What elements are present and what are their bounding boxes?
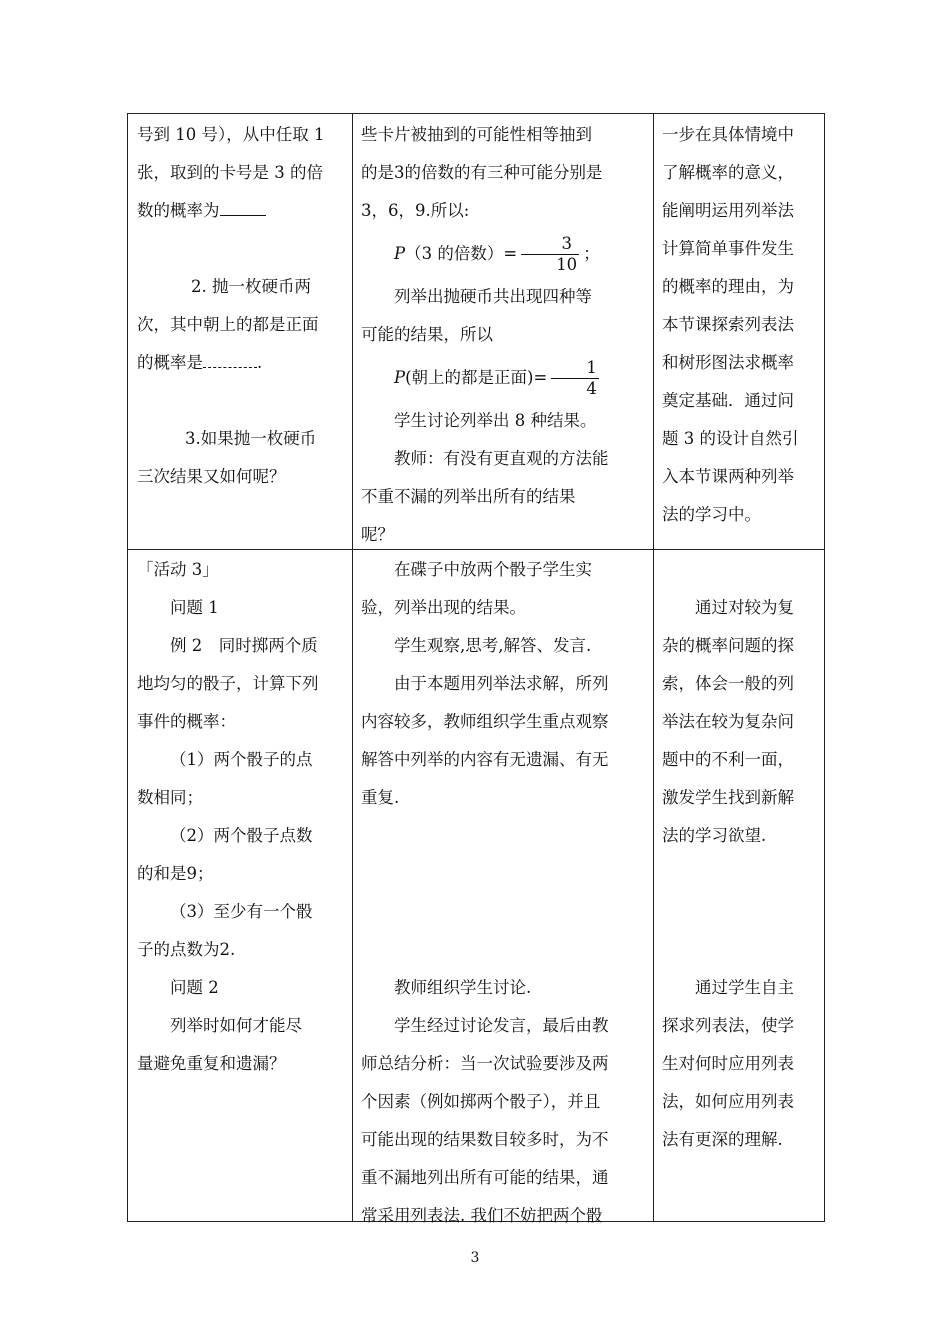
text-line: 法的学习中。 xyxy=(662,505,761,524)
text-line: 3，6，9.所以: xyxy=(361,201,470,220)
fraction-numerator: 3 xyxy=(561,234,572,253)
text-line: 的是3的倍数的有三种可能分别是 xyxy=(361,163,603,182)
text-line: 题 3 的设计自然引 xyxy=(662,429,799,448)
text-line: 举法在较为复杂问 xyxy=(662,712,794,731)
text-line: 次，其中朝上的都是正面 xyxy=(137,315,319,334)
text-line: 常采用列表法. 我们不妨把两个骰 xyxy=(361,1206,603,1225)
text-line: 法的学习欲望. xyxy=(662,826,767,845)
text-line: 可能的结果，所以 xyxy=(361,325,493,344)
formula-line xyxy=(361,230,651,278)
text-line: 通过对较为复 xyxy=(695,598,794,617)
fraction-numerator: 1 xyxy=(586,358,597,377)
text-line: 题中的不利一面， xyxy=(662,750,794,769)
text-line: 索，体会一般的列 xyxy=(662,674,794,693)
text-line: 列举时如何才能尽 xyxy=(170,1016,302,1035)
text-line: 事件的概率： xyxy=(137,712,236,731)
text-span: . xyxy=(257,353,263,372)
text-line: 和树形图法求概率 xyxy=(662,353,794,372)
text-span: （3 的倍数）= xyxy=(405,244,518,263)
text-line: 学生讨论列举出 8 种结果。 xyxy=(394,411,597,430)
row1-col1-cell xyxy=(137,116,347,496)
text-line: 不重不漏的列举出所有的结果 xyxy=(361,487,576,506)
text-line: 师总结分析：当一次试验要涉及两 xyxy=(361,1054,609,1073)
text-line: 入本节课两种列举 xyxy=(662,467,794,486)
text-line: 量避免重复和遗漏？ xyxy=(137,1054,286,1073)
text-line: 的和是9； xyxy=(137,864,214,883)
text-line: 重复. xyxy=(361,788,400,807)
fraction-denominator: 4 xyxy=(551,378,599,399)
text-line: 教师组织学生讨论. xyxy=(394,978,532,997)
text-line: 子的点数为2. xyxy=(137,940,236,959)
row1-col3-cell xyxy=(662,116,822,534)
text-span: P xyxy=(394,368,406,387)
text-line: 学生经过讨论发言，最后由教 xyxy=(394,1016,609,1035)
text-line: 教师：有没有更直观的方法能 xyxy=(394,449,609,468)
fraction xyxy=(521,234,579,275)
answer-blank xyxy=(220,199,266,216)
text-line: 奠定基础．通过问 xyxy=(662,391,794,410)
text-line xyxy=(137,344,347,382)
text-line: 杂的概率问题的探 xyxy=(662,636,794,655)
text-line: 激发学生找到新解 xyxy=(662,788,794,807)
text-line: 例 2 同时掷两个质 xyxy=(170,636,318,655)
text-line: 能阐明运用列举法 xyxy=(662,201,794,220)
text-span: (朝上的都是正面)= xyxy=(405,368,548,387)
text-line: （3）至少有一个骰 xyxy=(170,902,313,921)
text-line: 的概率的理由，为 xyxy=(662,277,794,296)
text-line: 法，如何应用列表 xyxy=(662,1092,794,1111)
text-line: 问题 1 xyxy=(170,598,219,617)
text-line: 3.如果抛一枚硬币 xyxy=(185,429,317,448)
text-line: 验，列举出现的结果。 xyxy=(361,598,526,617)
column-divider xyxy=(653,114,654,1221)
text-line: 了解概率的意义， xyxy=(662,163,794,182)
text-span: 的概率是 xyxy=(137,353,203,372)
text-span: P xyxy=(394,244,406,263)
row2-col1-cell xyxy=(137,551,347,1083)
fraction-denominator: 10 xyxy=(521,254,579,275)
text-line: 三次结果又如何呢？ xyxy=(137,467,286,486)
text-line: （2）两个骰子点数 xyxy=(170,826,313,845)
page-number: 3 xyxy=(470,1250,480,1266)
answer-blank xyxy=(203,351,257,368)
text-line: 在碟子中放两个骰子学生实 xyxy=(394,560,592,579)
text-line: 探求列表法，使学 xyxy=(662,1016,794,1035)
text-line: 地均匀的骰子，计算下列 xyxy=(137,674,319,693)
row1-col2-cell xyxy=(361,116,651,554)
text-line: （1）两个骰子的点 xyxy=(170,750,313,769)
text-line: 由于本题用列举法求解，所列 xyxy=(394,674,609,693)
row2-col2-cell xyxy=(361,551,651,1235)
text-line: 一步在具体情境中 xyxy=(662,125,794,144)
fraction xyxy=(551,358,599,399)
formula-line xyxy=(361,354,651,402)
row2-col3-cell xyxy=(662,551,822,1159)
text-line: 列举出抛硬币共出现四种等 xyxy=(394,287,592,306)
text-line: 号到 10 号），从中任取 1 xyxy=(137,125,325,144)
text-span: 数的概率为 xyxy=(137,201,220,220)
text-line: 些卡片被抽到的可能性相等抽到 xyxy=(361,125,592,144)
lesson-table xyxy=(127,113,825,1225)
text-line: 解答中列举的内容有无遗漏、有无 xyxy=(361,750,609,769)
text-line: 2. 抛一枚硬币两 xyxy=(191,277,311,296)
text-line: 通过学生自主 xyxy=(695,978,794,997)
text-line: 生对何时应用列表 xyxy=(662,1054,794,1073)
text-line xyxy=(137,192,347,230)
text-line: 数相同； xyxy=(137,788,203,807)
text-line: 重不漏地列出所有可能的结果，通 xyxy=(361,1168,609,1187)
text-line: 法有更深的理解. xyxy=(662,1130,783,1149)
text-line: 学生观察,思考,解答、发言. xyxy=(394,636,592,655)
text-line: 呢？ xyxy=(361,525,394,544)
text-line: 本节课探索列表法 xyxy=(662,315,794,334)
column-divider xyxy=(352,114,353,1221)
text-line: 内容较多，教师组织学生重点观察 xyxy=(361,712,609,731)
text-line: 问题 2 xyxy=(170,978,219,997)
text-line: 计算简单事件发生 xyxy=(662,239,794,258)
text-line: 张，取到的卡号是 3 的倍 xyxy=(137,163,323,182)
text-line: 可能出现的结果数目较多时，为不 xyxy=(361,1130,609,1149)
text-line: 个因素（例如掷两个骰子），并且 xyxy=(361,1092,601,1111)
text-span: ； xyxy=(583,244,600,263)
activity-label: 「活动 3」 xyxy=(137,560,219,579)
